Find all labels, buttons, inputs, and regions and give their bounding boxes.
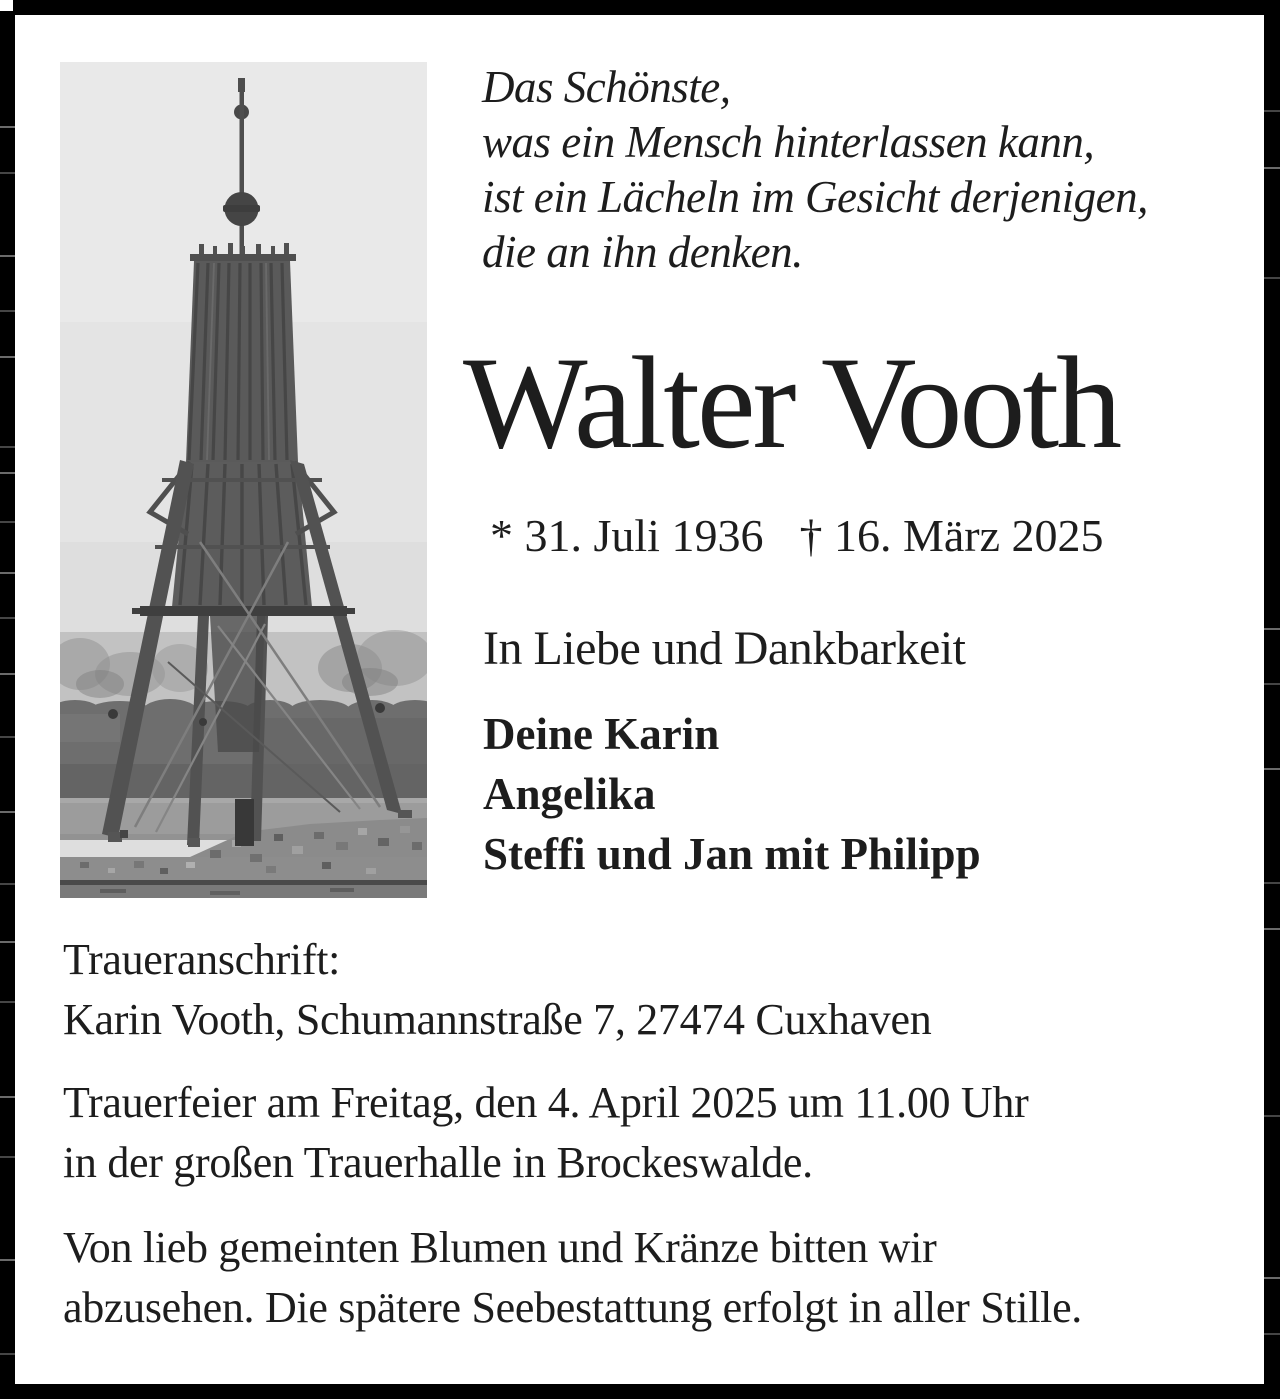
mourners-list — [483, 704, 981, 884]
mourning-address-line: Karin Vooth, Schumannstraße 7, 27474 Cuxhaven — [63, 995, 932, 1044]
request-line: abzusehen. Die spätere Seebestattung erfolgt in aller Stille. — [63, 1283, 1083, 1332]
death-date: † 16. März 2025 — [799, 510, 1104, 561]
obituary-notice — [15, 15, 1264, 1384]
funeral-service-info — [63, 1073, 1028, 1193]
quote-line: die an ihn denken. — [482, 227, 803, 277]
tribute-line: In Liebe und Dankbarkeit — [483, 622, 966, 675]
flowers-request — [63, 1218, 1082, 1338]
service-line: Trauerfeier am Freitag, den 4. April 2025 um 11.00 Uhr — [63, 1078, 1029, 1127]
quote-line: Das Schönste, — [482, 62, 731, 112]
kugelbake-photo — [60, 62, 427, 898]
epitaph-quote — [482, 60, 1148, 280]
mourner-line: Deine Karin — [483, 709, 720, 759]
quote-line: ist ein Lächeln im Gesicht derjenigen, — [482, 172, 1148, 222]
quote-line: was ein Mensch hinterlassen kann, — [482, 117, 1095, 167]
mourning-address — [63, 930, 931, 1050]
mourning-address-label: Traueranschrift: — [63, 935, 341, 984]
request-line: Von lieb gemeinten Blumen und Kränze bitten wir — [63, 1223, 937, 1272]
life-dates — [490, 508, 1104, 563]
scan-edge-right — [1264, 0, 1280, 1399]
kugelbake-illustration — [60, 62, 427, 898]
scan-edge-left — [0, 0, 15, 1399]
deceased-name: Walter Vooth — [463, 329, 1120, 476]
mourner-line: Angelika — [483, 769, 656, 819]
mourner-line: Steffi und Jan mit Philipp — [483, 829, 981, 879]
service-line: in der großen Trauerhalle in Brockeswalde. — [63, 1138, 813, 1187]
birth-date: * 31. Juli 1936 — [490, 510, 764, 561]
scan-corner-sliver — [0, 0, 13, 11]
